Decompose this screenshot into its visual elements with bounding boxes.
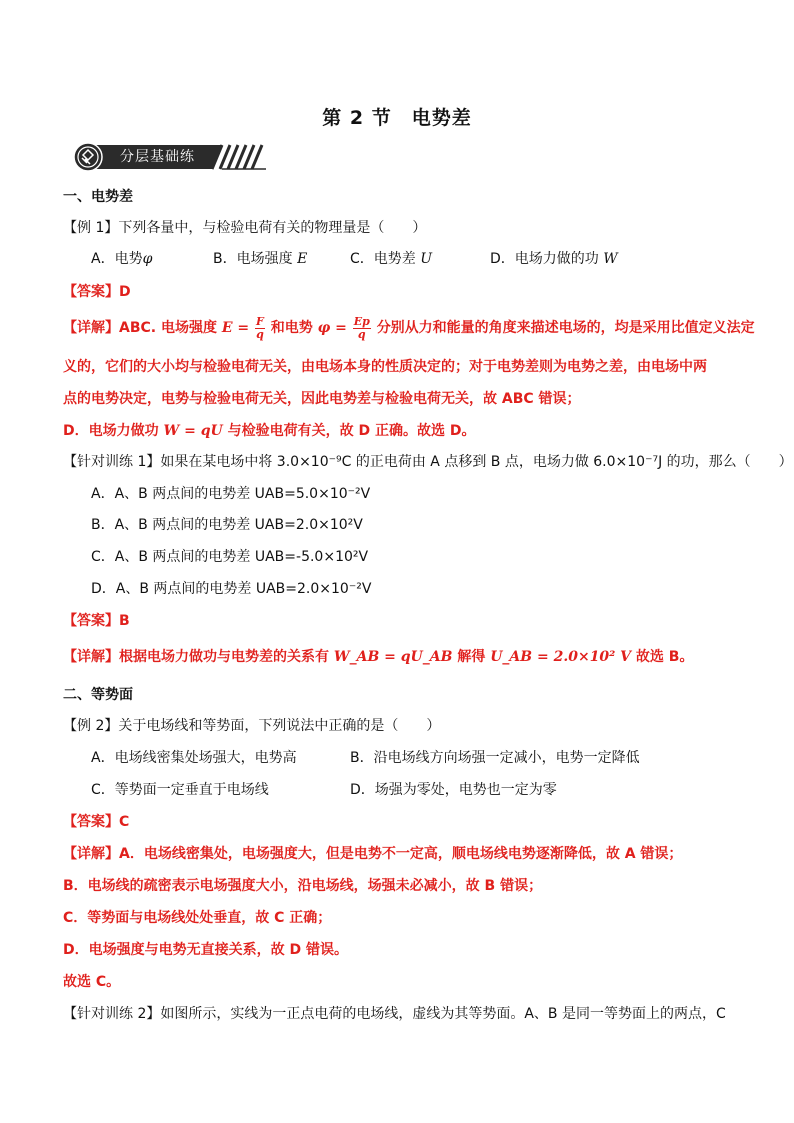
example-2-option-b: B．沿电场线方向场强一定减小，电势一定降低: [350, 750, 640, 766]
example-2-detail-line-3: C．等势面与电场线处处垂直，故 C 正确；: [63, 910, 332, 926]
training-1-option-d: D．A、B 两点间的电势差 UAB=2.0×10⁻²V: [91, 581, 372, 597]
training-1-answer: 【答案】B: [63, 613, 130, 629]
example-2-detail-line-2: B．电场线的疏密表示电场强度大小，沿电场线，场强未必减小，故 B 错误；: [63, 878, 543, 894]
example-2-detail-line-5: 故选 C。: [63, 974, 121, 990]
example-2-detail-line-4: D．电场强度与电势无直接关系，故 D 错误。: [63, 942, 348, 958]
example-1-option-b: B．电场强度 E: [213, 251, 308, 267]
training-1-stem: 【针对训练 1】如果在某电场中将 3.0×10⁻⁹C 的正电荷由 A 点移到 B 点，电场力做 6.0×10⁻⁷J 的功，那么（ ）: [63, 454, 793, 470]
example-2-answer: 【答案】C: [63, 814, 130, 830]
example-2-option-d: D．场强为零处，电势也一定为零: [350, 782, 557, 798]
example-1-detail-line-4: D．电场力做功 W = qU 与检验电荷有关，故 D 正确。故选 D。: [63, 423, 476, 439]
training-1-detail: 【详解】根据电场力做功与电势差的关系有 W_AB = qU_AB 解得 U_AB = 2.0×10² V 故选 B。: [63, 649, 694, 665]
example-1-detail-line-3: 点的电势决定，电势与检验电荷无关，因此电势差与检验电荷无关，故 ABC 错误；: [63, 391, 581, 407]
section-heading-1: 一、电势差: [63, 189, 133, 205]
section-heading-2: 二、等势面: [63, 687, 133, 703]
example-1-stem: 【例 1】下列各量中，与检验电荷有关的物理量是（ ）: [63, 220, 427, 236]
training-1-option-c: C．A、B 两点间的电势差 UAB=-5.0×10²V: [91, 549, 369, 565]
example-2-option-a: A．电场线密集处场强大，电势高: [91, 750, 297, 766]
example-1-answer: 【答案】D: [63, 284, 131, 300]
example-2-detail-line-1: 【详解】A．电场线密集处，电场强度大，但是电势不一定高，顺电场线电势逐渐降低，故 A 错误；: [63, 846, 683, 862]
training-1-option-b: B．A、B 两点间的电势差 UAB=2.0×10²V: [91, 517, 363, 533]
page-title: 第 2 节 电势差: [322, 107, 472, 129]
example-2-option-c: C．等势面一定垂直于电场线: [91, 782, 269, 798]
banner-label: 分层基础练: [120, 149, 195, 165]
training-2-stem: 【针对训练 2】如图所示，实线为一正点电荷的电场线，虚线为其等势面。A、B 是同一等势面上的两点，C: [63, 1006, 726, 1022]
example-1-option-a: A．电势φ: [91, 251, 153, 267]
example-1-detail-line-1: 【详解】ABC. 电场强度 E = $\frac{F}{q}$ 和电势 φ = $\frac{Ep}{q}$ 分别从力和能量的角度来描述电场的，均是采用比值定义法定: [63, 314, 755, 341]
example-2-stem: 【例 2】关于电场线和等势面，下列说法中正确的是（ ）: [63, 718, 441, 734]
example-1-option-d: D．电场力做的功 W: [490, 251, 618, 267]
training-1-option-a: A．A、B 两点间的电势差 UAB=5.0×10⁻²V: [91, 486, 371, 502]
example-1-option-c: C．电势差 U: [350, 251, 433, 267]
example-1-detail-line-2: 义的，它们的大小均与检验电荷无关，由电场本身的性质决定的；对于电势差则为电势之差，由电场中两: [63, 359, 707, 375]
